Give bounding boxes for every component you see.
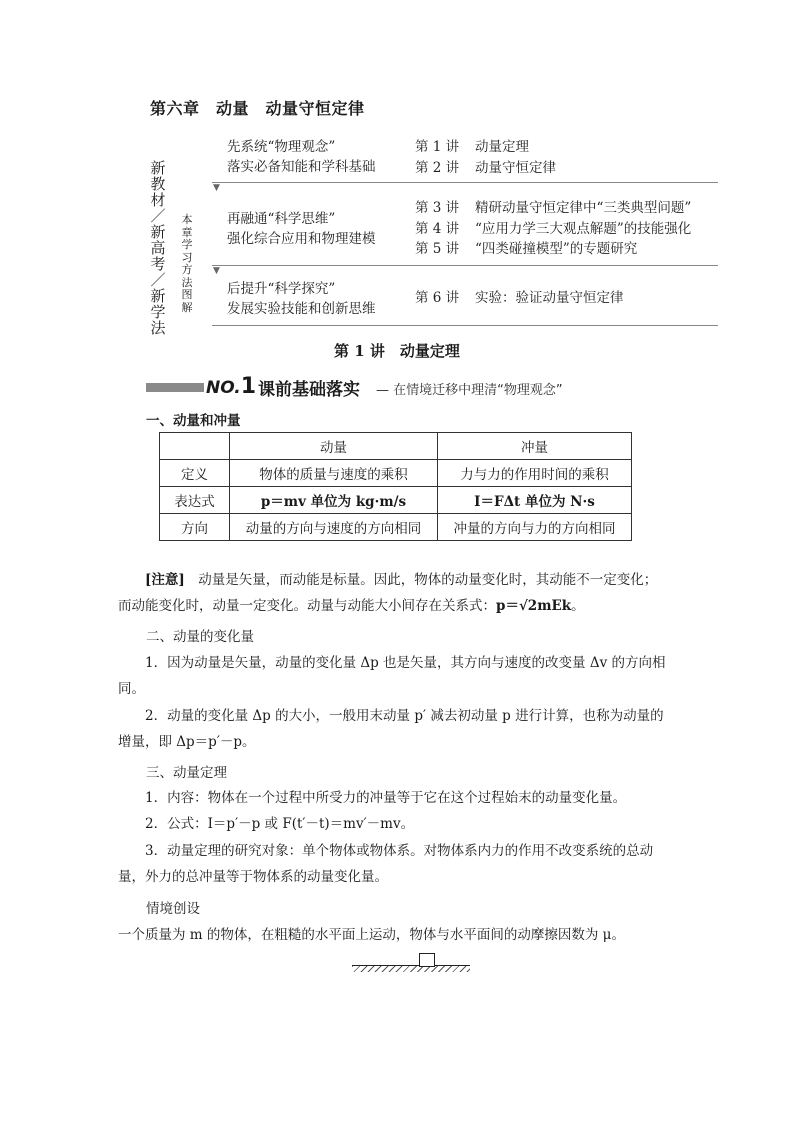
chapter-title: 第六章 动量 动量守恒定律 <box>150 99 365 118</box>
banner-title: 课前基础落实 <box>258 380 360 400</box>
overview-2-line2: 强化综合应用和物理建模 <box>227 231 376 247</box>
section-heading: 一、动量和冲量 <box>146 413 241 429</box>
s3-p1: 1．内容：物体在一个过程中所受力的冲量等于它在这个过程始末的动量变化量。 <box>145 790 627 806</box>
table-cell: 力与力的作用时间的乘积 <box>438 460 632 487</box>
lecture-item <box>415 158 556 179</box>
sidebar-sub-char: 章 <box>181 225 193 239</box>
table-row <box>160 460 632 487</box>
overview-block-1 <box>227 137 376 177</box>
lecture-title: “四类碰撞模型”的专题研究 <box>475 241 638 257</box>
overview-1-line1: 先系统“物理观念” <box>227 139 336 155</box>
sidebar-main-char: 新 <box>150 223 166 241</box>
lecture-item <box>415 219 691 240</box>
sidebar-main-char: 材 <box>150 191 166 209</box>
lecture-num: 第 1 讲 <box>415 139 460 155</box>
sidebar-main-char: 高 <box>150 239 166 257</box>
sidebar-main-char: ／ <box>150 271 166 289</box>
table-row-label: 定义 <box>160 460 230 487</box>
lecture-num: 第 3 讲 <box>415 200 460 216</box>
divider <box>212 265 718 266</box>
overview-1-lectures <box>415 137 556 178</box>
table-header-row <box>160 433 632 460</box>
overview-1-line2: 落实必备知能和学科基础 <box>227 159 376 175</box>
arrow-down-icon: ▼ <box>213 266 220 276</box>
sidebar-main-char: 新 <box>150 287 166 305</box>
sidebar-main-char: 教 <box>150 175 166 193</box>
banner-no-num: 1 <box>240 374 257 399</box>
lecture-title: “应用力学三大观点解题”的技能强化 <box>475 220 692 237</box>
lecture-num: 第 6 讲 <box>415 290 460 306</box>
section-heading: 三、动量定理 <box>146 765 227 781</box>
sidebar-main-char: 新 <box>150 159 166 177</box>
lecture-title: 精研动量守恒定律中“三类典型问题” <box>475 200 692 216</box>
note-tag: [注意] <box>145 572 185 588</box>
overview-3-lectures <box>415 288 624 309</box>
sidebar-sub-char: 法 <box>181 275 193 289</box>
table-row-label: 表达式 <box>160 487 230 514</box>
ground-hatch <box>352 966 470 972</box>
sidebar-sub-char: 解 <box>181 300 193 314</box>
divider <box>212 325 718 326</box>
lecture-num: 第 5 讲 <box>415 241 460 257</box>
block-object <box>419 953 435 967</box>
table-cell: 物体的质量与速度的乘积 <box>230 460 438 487</box>
table-row-label: 方向 <box>160 514 230 541</box>
s3-paragraph-1 <box>118 785 678 811</box>
section-heading: 二、动量的变化量 <box>146 629 254 645</box>
s3-p3-line2: 量，外力的总冲量等于物体系的动量变化量。 <box>118 869 388 885</box>
lecture-title: 动量定理 <box>475 139 529 155</box>
table-cell: 动量的方向与速度的方向相同 <box>230 514 438 541</box>
s2-paragraph-2 <box>118 703 678 755</box>
lecture-item <box>415 137 556 158</box>
lecture-title: 实验：验证动量守恒定律 <box>475 290 624 306</box>
table-row <box>160 514 632 541</box>
lecture-num: 第 2 讲 <box>415 159 460 176</box>
sidebar-sub-label <box>180 214 194 314</box>
s2-paragraph-1 <box>118 650 678 702</box>
banner-subtitle: — 在情境迁移中理清“物理观念” <box>376 383 563 398</box>
table-cell: 冲量的方向与力的方向相同 <box>438 514 632 541</box>
sidebar-main-char: 学 <box>150 303 166 321</box>
overview-2-lectures <box>415 198 691 260</box>
s2-p2-line1: 2．动量的变化量 Δp 的大小，一般用末动量 p′ 减去初动量 p 进行计算，也称为动量的 <box>145 708 664 724</box>
banner-bar <box>146 383 204 392</box>
overview-block-2 <box>227 209 376 249</box>
s2-p1-line2: 同。 <box>118 681 145 697</box>
lecture-num: 第 4 讲 <box>415 220 460 237</box>
lecture-title: 动量守恒定律 <box>475 159 556 176</box>
overview-3-line2: 发展实验技能和创新思维 <box>227 301 376 317</box>
note-line1: 动量是矢量，而动能是标量。因此，物体的动量变化时，其动能不一定变化； <box>198 572 658 588</box>
sidebar-sub-char: 本 <box>181 213 193 226</box>
lecture-item <box>415 239 691 260</box>
sidebar-main-char: ／ <box>150 207 166 225</box>
s2-p2-line2: 增量，即 Δp＝p′－p。 <box>118 734 256 750</box>
s3-p3-line1: 3．动量定理的研究对象：单个物体或物体系。对物体系内力的作用不改变系统的总动 <box>145 843 654 859</box>
sidebar-main-label <box>148 160 168 336</box>
arrow-down-icon: ▼ <box>213 183 220 193</box>
overview-block-3 <box>227 279 376 319</box>
s2-p1-line1: 1．因为动量是矢量，动量的变化量 Δp 也是矢量，其方向与速度的改变量 Δv 的方向相 <box>145 655 666 671</box>
table-row <box>160 487 632 514</box>
table-cell: I＝FΔt 单位为 N·s <box>438 487 632 514</box>
overview-3-line1: 后提升“科学探究” <box>227 281 336 297</box>
table-header-cell: 冲量 <box>438 433 632 460</box>
note-line2: 而动能变化时，动量一定变化。动量与动能大小间存在关系式： <box>118 598 496 614</box>
sidebar-main-char: 考 <box>150 255 166 273</box>
sidebar-sub-char: 方 <box>181 263 193 276</box>
table-cell: p＝mv 单位为 kg·m/s <box>230 487 438 514</box>
banner-number <box>206 374 256 399</box>
table-header-cell <box>160 433 230 460</box>
s3-paragraph-3 <box>118 838 678 890</box>
sidebar-sub-char: 学 <box>181 238 193 251</box>
sidebar-sub-char: 习 <box>181 250 193 264</box>
sidebar-sub-char: 图 <box>181 288 193 301</box>
s3-paragraph-2 <box>118 811 678 837</box>
banner-no-prefix: NO. <box>206 378 241 398</box>
table-header-cell: 动量 <box>230 433 438 460</box>
lecture-item <box>415 198 691 219</box>
divider <box>212 182 718 183</box>
scenario-text: 一个质量为 m 的物体，在粗糙的水平面上运动，物体与水平面间的动摩擦因数为 μ。 <box>118 927 625 943</box>
momentum-impulse-table <box>159 432 632 541</box>
lesson-title: 第 1 讲 动量定理 <box>334 342 460 360</box>
sidebar-main-char: 法 <box>150 319 166 337</box>
note-formula: p＝√2mEk <box>496 598 572 614</box>
note-paragraph: [注意] 动量是矢量，而动能是标量。因此，物体的动量变化时，其动能不一定变化； 而动能变化时，动量一定变化。动量与动能大小间存在关系式：p＝√2mEk。 <box>118 572 658 614</box>
scenario-heading: 情境创设 <box>146 901 200 917</box>
lecture-item <box>415 288 624 309</box>
overview-2-line1: 再融通“科学思维” <box>227 211 336 227</box>
s3-p2: 2．公式：I＝p′－p 或 F(t′－t)＝mv′－mv。 <box>145 816 415 832</box>
